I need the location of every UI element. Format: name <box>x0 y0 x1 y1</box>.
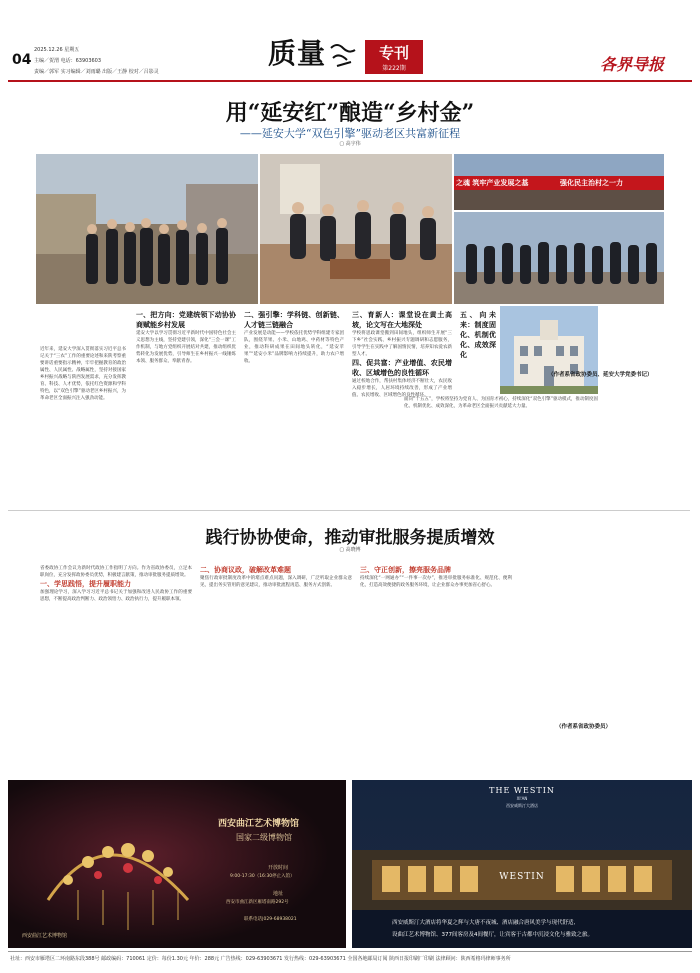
hotel-brand: THE WESTIN <box>489 786 555 795</box>
staff-line: 责编／郭军 实习编辑／刘雨璐 出版／王静 校对／吕影灵 <box>34 69 159 75</box>
article2-title: 践行协协使命，推动审批服务提质增效 <box>205 528 495 548</box>
page-number: 04 <box>12 52 32 68</box>
article1-para-5: 面向“十五五”，学校将坚持为党育人、为国育才初心，持续深化“双色引擎”驱动模式，推动制度固化、机制优化、成效深化，为革命老区全面振兴贡献延大力量。 <box>404 397 598 409</box>
footer-rule <box>8 951 692 952</box>
article1-author: ▢ 高宇伟 <box>339 141 361 147</box>
article2-para-4: 持续深化“一网通办”“一件事一次办”，推进审批服务标准化、规范化、便利化，打造高效便捷的政务服务环境，让企业群众办事更加省心舒心。 <box>360 576 512 588</box>
article2-col3 <box>360 565 512 765</box>
calligraphy-seal-icon <box>327 40 357 70</box>
photo-group <box>454 212 664 304</box>
hotel-sign: WESTIN <box>499 872 545 882</box>
banner-slogan-2: 强化民主治村之一力 <box>560 179 623 187</box>
article2-heading-1: 一、学思践悟，提升履职能力 <box>40 580 131 588</box>
article1-para-1: 延安大学以学习贯彻习近平新时代中国特色社会主义思想为主线，坚持党建引领，深化“三会一课”工作机制，与地方党组织开展结对共建，推动组织优势转化为发展优势，引导师生在乡村振兴一线锤炼本领、服务群众、奉献青春。 <box>136 331 236 364</box>
article1-credit: （作者系省政协委员、延安大学党委书记） <box>548 372 653 378</box>
section-name: 各界导报 <box>600 55 665 74</box>
article1-heading-4: 四、促共富：产业增值、农民增收、区域增色的良性循环 <box>352 359 452 377</box>
banner-slogan-1: 之魂 筑牢产业发展之基 <box>456 179 529 187</box>
article2-credit: （作者系省政协委员） <box>556 724 612 730</box>
masthead-brand: 质量 <box>268 37 327 70</box>
museum-grade: 国家二级博物馆 <box>236 833 292 842</box>
masthead-seal <box>327 40 357 73</box>
article1-intro: 近年来，延安大学深入贯彻落实习近平总书记关于“三农”工作的重要论述和来陕考察重要讲话重要指示精神，牢牢把握教育的政治属性、人民属性、战略属性，坚持对接国家乡村振兴战略与陕西发展需求，充分发挥教育、科技、人才优势，依托红色资源和学科特色，以“双色引擎”驱动老区乡村振兴，为革命老区全面振兴注入强劲动能。 <box>40 347 126 401</box>
article1-col6 <box>404 396 598 506</box>
hotel-desc-2: 设曲江艺术博物馆、377间客房及4间餐厅，让宾客于古都中沉浸文化与雅致之旅。 <box>392 932 593 938</box>
article1-col3 <box>244 310 344 505</box>
hotel-desc-1: 西安威斯汀大酒店将华夏之辉与大唐不夜城、酒店融合唐风美学与现代舒适, <box>392 920 576 926</box>
article2-author: ▢ 高晓博 <box>339 547 361 553</box>
address-label: 地址 <box>273 891 284 897</box>
ad-hotel <box>352 780 692 948</box>
article1-heading-3: 三、育新人：课堂设在黄土高坡，论文写在大地深处 <box>352 311 452 329</box>
footer-info: 社址：西安市雁塔区二环南路东段388号 邮政编码：710061 定价：每份1.30元 年价：288元 广告热线：029-63903671 发行热线：029-63903671 全国各地邮局订阅 陕西日报印刷厂印刷 法律顾问：陕西希格玛律师事务所 <box>10 956 511 962</box>
article1-para-4: 通过校地合作，帮扶村集体经济不断壮大，农民收入稳步增长，人居环境持续改善，形成了产业增值、农民增收、区域增色的良性循环。 <box>352 379 452 398</box>
badge-issue: 第222期 <box>382 65 406 72</box>
header-rule <box>8 80 692 82</box>
article1-para-3: 学校将思政课堂搬到田间地头，组织师生开展“三下乡”社会实践、乡村振兴专题调研和志愿服务，引导学生在实践中了解国情民情，培养知农爱农新型人才。 <box>352 331 452 357</box>
photo-meeting <box>260 154 452 304</box>
article2-col1 <box>40 565 192 765</box>
issue-date: 2025.12.26 星期五 <box>34 47 80 53</box>
hotel-city: XI'AN <box>516 796 528 801</box>
article1-col2 <box>136 310 236 505</box>
article2-col2 <box>200 565 352 765</box>
article1-para-2: 产业发展是动能——学校依托优势学科组建专家团队，围绕苹果、小米、山地鸡、中药材等特色产业，推动科研成果在田间地头转化，“延安苹果”“延安小米”品牌影响力持续提升，助力农户增收。 <box>244 331 344 364</box>
badge-title: 专刊 <box>378 44 409 62</box>
hours-label: 开放时间 <box>268 865 289 871</box>
jewelry-crown-icon <box>8 780 346 948</box>
museum-address: 西安市曲江新区雁塔南路292号 <box>226 900 289 905</box>
article2-para-2: 加强理论学习，深入学习习近平总书记关于加强和改进人民政协工作的重要思想，不断提高政治判断力、政治领悟力、政治执行力，提升履职本领。 <box>40 590 192 602</box>
hotel-brand-cn: 西安威斯汀大酒店 <box>506 803 538 808</box>
photo-university-building <box>500 306 598 394</box>
article1-heading-2: 二、强引擎：学科链、创新链、人才链三链融合 <box>244 311 344 329</box>
article2-para-3: 聚焦行政审批制度改革中的堵点难点问题，深入调研，广泛听取企业群众意见，提出务实管用的意见建议，推动审批流程再造、服务方式创新。 <box>200 576 352 588</box>
article1-title: 用“延安红”酿造“乡村金” <box>225 100 475 126</box>
article1-subtitle: ——延安大学“双色引擎”驱动老区共富新征程 <box>239 127 461 140</box>
photo-village-visit <box>36 154 258 304</box>
article2-heading-2: 二、协商议政，破解改革难题 <box>200 566 291 574</box>
opening-hours: 9:00-17:30（16:30停止入馆） <box>230 874 295 879</box>
article1-heading-5: 五、向未来：制度固化、机制优化、成效深化 <box>460 311 496 359</box>
ad-museum <box>8 780 346 948</box>
article2-para-1: 省委政协工作会议为新时代政协工作指明了方向。作为省政协委员，立足本职岗位，充分发挥政协委员优势，积极建言献策，推动审批服务提质增效。 <box>40 566 192 578</box>
museum-footer-name: 西安曲江艺术博物馆 <box>22 933 68 939</box>
editor-line: 主编／贺渭 电话：63903603 <box>34 58 102 64</box>
article1-heading-1: 一、把方向：党建统领下动协协商赋能乡村发展 <box>136 311 236 329</box>
article2-heading-3: 三、守正创新，擦亮服务品牌 <box>360 566 451 574</box>
special-edition-badge <box>365 40 423 74</box>
museum-name: 西安曲江艺术博物馆 <box>218 819 300 829</box>
museum-phone: 联系电话|029-68938021 <box>244 917 297 922</box>
